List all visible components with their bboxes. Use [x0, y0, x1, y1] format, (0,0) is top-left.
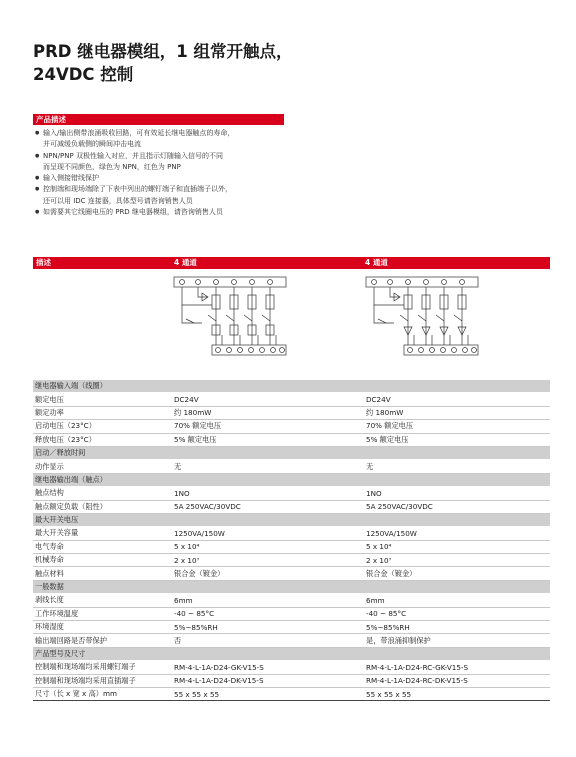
wiring-diagram-protected	[364, 275, 484, 367]
row-value: 约 180mW	[364, 406, 550, 419]
row-value: RM-4-L-1A-D24-DK-V15-S	[172, 674, 364, 687]
row-label: 额定电压	[33, 393, 172, 406]
row-label: 机械寿命	[33, 554, 172, 567]
row-value: 1NO	[364, 487, 550, 500]
row-label: 动作显示	[33, 460, 172, 473]
row-value: DC24V	[364, 393, 550, 406]
row-label: 启动／释放时间	[33, 446, 172, 459]
bullet-line: 并可减缓负载侧的瞬间冲击电流	[43, 140, 141, 149]
section-row	[33, 513, 550, 526]
spec-table-header	[33, 257, 550, 269]
row-label: 控制端和现场端均采用螺钉端子	[33, 661, 172, 674]
row-value: 5%~85%RH	[364, 621, 550, 634]
row-value	[364, 647, 550, 660]
section-row	[33, 446, 550, 459]
bullet-item	[33, 128, 288, 151]
table-row	[33, 527, 550, 540]
product-description-heading: 产品描述	[33, 114, 284, 125]
section-row	[33, 580, 550, 593]
bullet-line: 而呈现不同颜色，绿色为 NPN，红色为 PNP	[43, 162, 181, 171]
table-row	[33, 540, 550, 553]
row-value: 5 x 10⁴	[364, 540, 550, 553]
row-value: 1250VA/150W	[172, 527, 364, 540]
row-value: 1250VA/150W	[364, 527, 550, 540]
row-value: 5% 额定电压	[364, 433, 550, 446]
row-value: 约 180mW	[172, 406, 364, 419]
bullet-dot-icon: ●	[35, 186, 40, 193]
bullet-line: NPN/PNP 双极性输入对应，并且指示灯随输入信号的不同	[43, 151, 223, 160]
table-row	[33, 661, 550, 674]
row-value	[172, 580, 364, 593]
section-row	[33, 473, 550, 486]
row-value	[172, 380, 364, 393]
row-label: 剥线长度	[33, 594, 172, 607]
table-row	[33, 433, 550, 446]
section-row	[33, 380, 550, 393]
row-value: 银合金（镀金）	[172, 567, 364, 580]
bullet-item	[33, 151, 288, 174]
table-row	[33, 634, 550, 647]
row-value: 2 x 10⁷	[364, 554, 550, 567]
bullet-line: 如需要其它线圈电压的 PRD 继电器模组，请咨询销售人员	[43, 208, 223, 217]
row-label: 最大开关电压	[33, 513, 172, 526]
row-value: 55 x 55 x 55	[172, 687, 364, 700]
row-label: 工作环境温度	[33, 607, 172, 620]
spec-table	[33, 380, 550, 701]
row-value: -40 ~ 85°C	[172, 607, 364, 620]
row-value: 1NO	[172, 487, 364, 500]
row-value: 是，带浪涌抑制保护	[364, 634, 550, 647]
bullet-dot-icon: ●	[35, 130, 40, 136]
row-value: 5 x 10⁴	[172, 540, 364, 553]
row-value: 否	[172, 634, 364, 647]
row-label: 输出端回路是否带保护	[33, 634, 172, 647]
table-row	[33, 567, 550, 580]
row-label: 触点结构	[33, 487, 172, 500]
table-row	[33, 406, 550, 419]
row-label: 尺寸（长 x 宽 x 高）mm	[33, 687, 172, 700]
header-description: 描述	[36, 258, 51, 267]
row-value: 6mm	[364, 594, 550, 607]
row-label: 继电器输出端（触点）	[33, 473, 172, 486]
header-channels-2: 4 通道	[365, 258, 388, 267]
table-row	[33, 393, 550, 406]
product-description-list	[33, 128, 288, 218]
table-row	[33, 487, 550, 500]
bullet-dot-icon: ●	[35, 152, 40, 159]
table-row	[33, 687, 550, 700]
bullet-line: 控制端和现场端除了下表中列出的螺钉端子和直插端子以外，	[43, 185, 232, 194]
header-channels-1: 4 通道	[174, 258, 197, 267]
row-label: 产品型号及尺寸	[33, 647, 172, 660]
row-label: 控制端和现场端均采用直插端子	[33, 674, 172, 687]
row-value	[364, 580, 550, 593]
bullet-dot-icon: ●	[35, 209, 40, 216]
row-value: 55 x 55 x 55	[364, 687, 550, 700]
table-row	[33, 607, 550, 620]
row-value: DC24V	[172, 393, 364, 406]
bullet-line: 输入/输出侧带浪涌吸收回路，可有效延长继电器触点的寿命，	[43, 129, 235, 137]
row-value: -40 ~ 85°C	[364, 607, 550, 620]
section-row	[33, 647, 550, 660]
row-value: 6mm	[172, 594, 364, 607]
table-row	[33, 420, 550, 433]
row-label: 最大开关容量	[33, 527, 172, 540]
row-value: 5%~85%RH	[172, 621, 364, 634]
row-value: 70% 额定电压	[172, 420, 364, 433]
table-row	[33, 500, 550, 513]
table-row	[33, 460, 550, 473]
title-line-1: PRD 继电器模组，1 组常开触点，	[33, 42, 293, 61]
row-value: 无	[364, 460, 550, 473]
row-value: RM-4-L-1A-D24-GK-V15-S	[172, 661, 364, 674]
row-label: 触点额定负载（阻性）	[33, 500, 172, 513]
bullet-line: 还可以用 IDC 连接器，具体型号请咨询销售人员	[43, 196, 193, 205]
row-value	[172, 446, 364, 459]
bullet-dot-icon: ●	[35, 175, 40, 182]
row-value: RM-4-L-1A-D24-RC-GK-V15-S	[364, 661, 550, 674]
page-title	[33, 40, 333, 86]
row-label: 释放电压（23°C）	[33, 433, 172, 446]
row-value	[172, 513, 364, 526]
row-value: 2 x 10⁷	[172, 554, 364, 567]
row-label: 启动电压（23°C）	[33, 420, 172, 433]
row-label: 额定功率	[33, 406, 172, 419]
row-value	[172, 647, 364, 660]
row-value	[364, 473, 550, 486]
row-value: 70% 额定电压	[364, 420, 550, 433]
row-value: 银合金（镀金）	[364, 567, 550, 580]
row-value: 5A 250VAC/30VDC	[364, 500, 550, 513]
table-row	[33, 621, 550, 634]
row-value	[364, 380, 550, 393]
row-label: 一般数据	[33, 580, 172, 593]
bullet-line: 输入侧接错线保护	[43, 174, 99, 183]
title-line-2: 24VDC 控制	[33, 65, 134, 84]
table-row	[33, 594, 550, 607]
row-value	[364, 513, 550, 526]
row-value: 5A 250VAC/30VDC	[172, 500, 364, 513]
row-label: 电气寿命	[33, 540, 172, 553]
bullet-item	[33, 173, 288, 184]
table-row	[33, 554, 550, 567]
row-value: 无	[172, 460, 364, 473]
table-row	[33, 674, 550, 687]
row-label: 环境湿度	[33, 621, 172, 634]
row-value	[172, 473, 364, 486]
row-value: RM-4-L-1A-D24-RC-DK-V15-S	[364, 674, 550, 687]
bullet-item	[33, 207, 288, 218]
row-value	[364, 446, 550, 459]
wiring-diagram-screw	[172, 275, 292, 367]
bullet-item	[33, 184, 288, 207]
row-label: 继电器输入端（线圈）	[33, 380, 172, 393]
row-value: 5% 额定电压	[172, 433, 364, 446]
row-label: 触点材料	[33, 567, 172, 580]
